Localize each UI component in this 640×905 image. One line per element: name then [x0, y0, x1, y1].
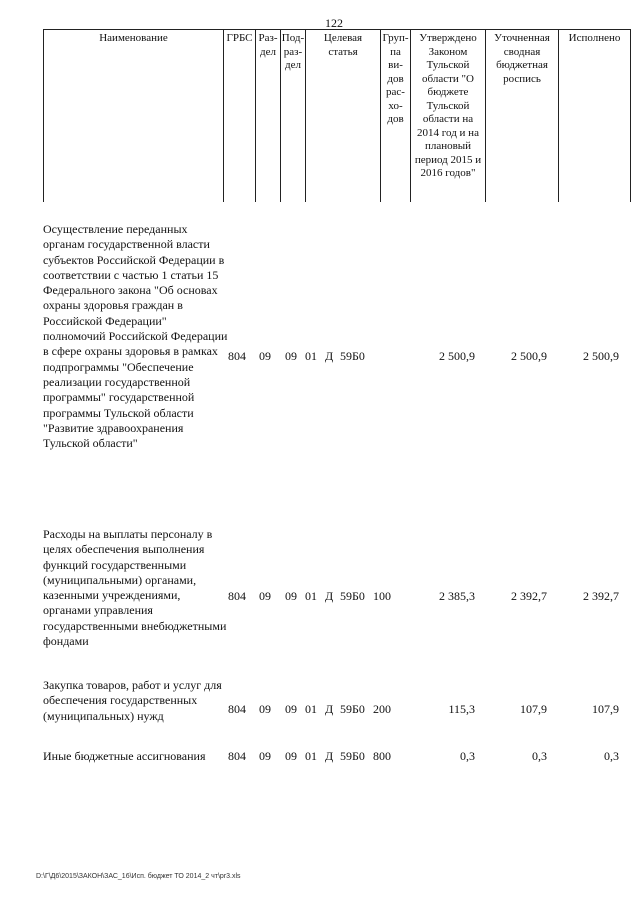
- row-approved: 2 385,3: [439, 589, 475, 603]
- row-cs-program: 01: [305, 589, 317, 603]
- header-name: Наименование: [99, 32, 168, 44]
- row-grbs: 804: [228, 589, 246, 603]
- row-refined: 2 392,7: [511, 589, 547, 603]
- row-executed: 2 500,9: [583, 349, 619, 363]
- row-cs-code: 59Б0: [340, 702, 365, 716]
- row-razdel: 09: [259, 349, 271, 363]
- table-row: [43, 222, 629, 492]
- row-cs-subprogram: Д: [325, 702, 334, 716]
- row-razdel: 09: [259, 589, 271, 603]
- row-podrazdel: 09: [285, 702, 297, 716]
- row-cs-subprogram: Д: [325, 749, 334, 763]
- row-cs-code: 59Б0: [340, 349, 365, 363]
- row-cs-code: 59Б0: [340, 589, 365, 603]
- row-expense-group: 100: [373, 589, 391, 603]
- row-refined: 2 500,9: [511, 349, 547, 363]
- header-razdel: Раз- дел: [255, 30, 280, 202]
- row-refined: 107,9: [520, 702, 547, 716]
- header-podrazdel: Под- раз- дел: [280, 30, 305, 202]
- row-name: Осуществление переданных органам государственной власти субъектов Российской Федерации в соответствии с частью 1 статьи 15 Федерального закона "Об основах охраны здоровья граждан в Российской Федерации" полномочий Российской Федерации в сфере охраны здоровья в рамках подпрограммы "Обеспечение реализации государственной программы" государственной программы Тульской области "Развитие здравоохранения Тульской области": [43, 222, 228, 451]
- table-row: [43, 678, 629, 740]
- row-executed: 2 392,7: [583, 589, 619, 603]
- header-grbs: ГРБС: [223, 30, 255, 202]
- row-cs-program: 01: [305, 749, 317, 763]
- row-cs-subprogram: Д: [325, 349, 334, 363]
- row-cs-subprogram: Д: [325, 589, 334, 603]
- header-executed: Исполнено: [558, 30, 630, 202]
- row-executed: 0,3: [604, 749, 619, 763]
- row-cs-program: 01: [305, 702, 317, 716]
- table-row: [43, 749, 629, 767]
- row-name: Расходы на выплаты персоналу в целях обеспечения выполнения функций государственными (муниципальными) органами, казенными учреждениями, органами управления государственными внебюджетными фондами: [43, 527, 227, 649]
- row-razdel: 09: [259, 702, 271, 716]
- row-grbs: 804: [228, 702, 246, 716]
- page-number: 122: [325, 16, 343, 30]
- row-name: Иные бюджетные ассигнования: [43, 749, 206, 763]
- header-approved: Утверждено Законом Тульской области "О бюджете Тульской области на 2014 год и на плановый период 2015 и 2016 годов": [410, 30, 485, 202]
- row-expense-group: 800: [373, 749, 391, 763]
- file-path-footer: D:\Г\Д6\2015\ЗАКОН\ЗАС_16\Исп. бюджет ТО 2014_2 чт\pr3.xls: [36, 873, 241, 880]
- row-name: Закупка товаров, работ и услуг для обеспечения государственных (муниципальных) нужд: [43, 678, 222, 723]
- table-header: [43, 29, 631, 202]
- row-grbs: 804: [228, 349, 246, 363]
- row-approved: 2 500,9: [439, 349, 475, 363]
- row-podrazdel: 09: [285, 749, 297, 763]
- row-cs-code: 59Б0: [340, 749, 365, 763]
- row-approved: 115,3: [448, 702, 475, 716]
- header-target-article: Целевая статья: [305, 30, 380, 202]
- header-expense-group: Груп- па ви- дов рас- хо- дов: [380, 30, 410, 202]
- row-razdel: 09: [259, 749, 271, 763]
- row-cs-program: 01: [305, 349, 317, 363]
- row-refined: 0,3: [532, 749, 547, 763]
- row-podrazdel: 09: [285, 349, 297, 363]
- row-approved: 0,3: [460, 749, 475, 763]
- header-refined: Уточненная сводная бюджетная роспись: [485, 30, 558, 202]
- row-podrazdel: 09: [285, 589, 297, 603]
- row-executed: 107,9: [592, 702, 619, 716]
- row-expense-group: 200: [373, 702, 391, 716]
- table-row: [43, 527, 629, 667]
- row-grbs: 804: [228, 749, 246, 763]
